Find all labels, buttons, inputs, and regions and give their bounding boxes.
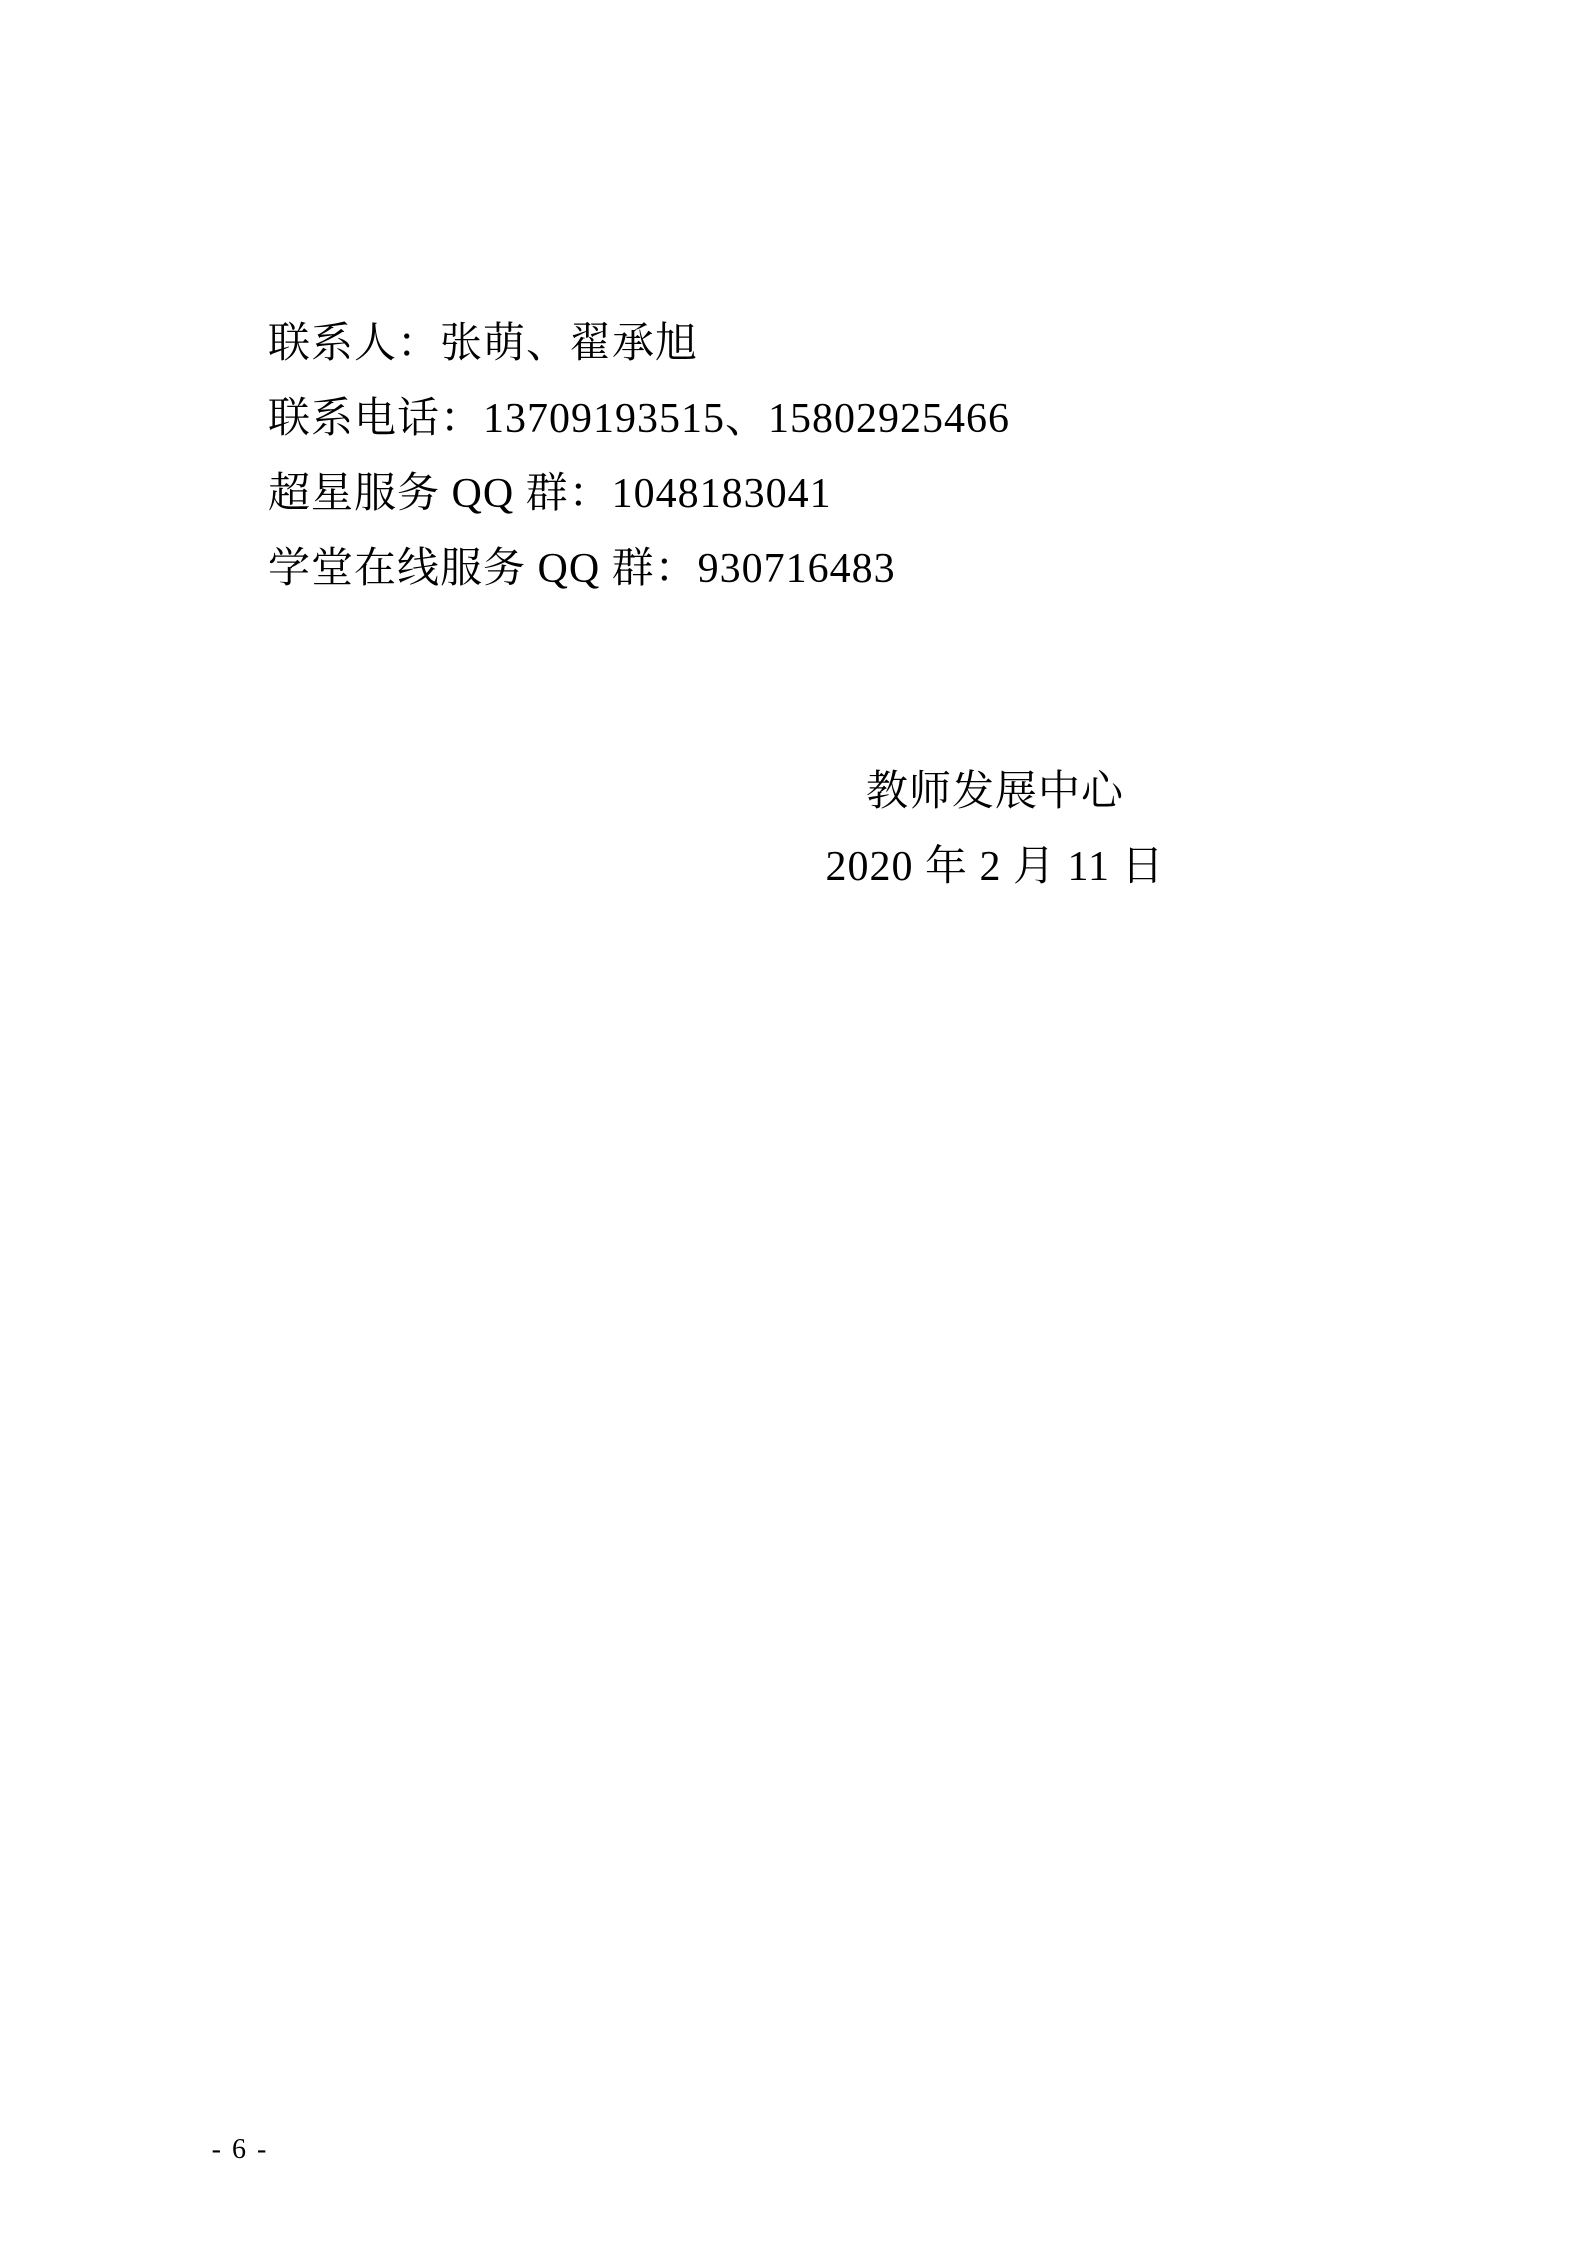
contact-person-line: 联系人：张萌、翟承旭 [268,321,699,367]
chaoxing-qq-group-line: 超星服务 QQ 群：1048183041 [268,471,832,517]
page-number: - 6 - [211,2134,269,2165]
contact-phone-line: 联系电话：13709193515、15802925466 [268,396,1011,442]
contact-info-block [268,307,1010,607]
signature-block [700,755,1290,905]
signature-date: 2020 年 2 月 11 日 [825,844,1165,890]
signature-department: 教师发展中心 [865,769,1124,815]
xuetang-qq-group-line: 学堂在线服务 QQ 群：930716483 [268,546,896,592]
